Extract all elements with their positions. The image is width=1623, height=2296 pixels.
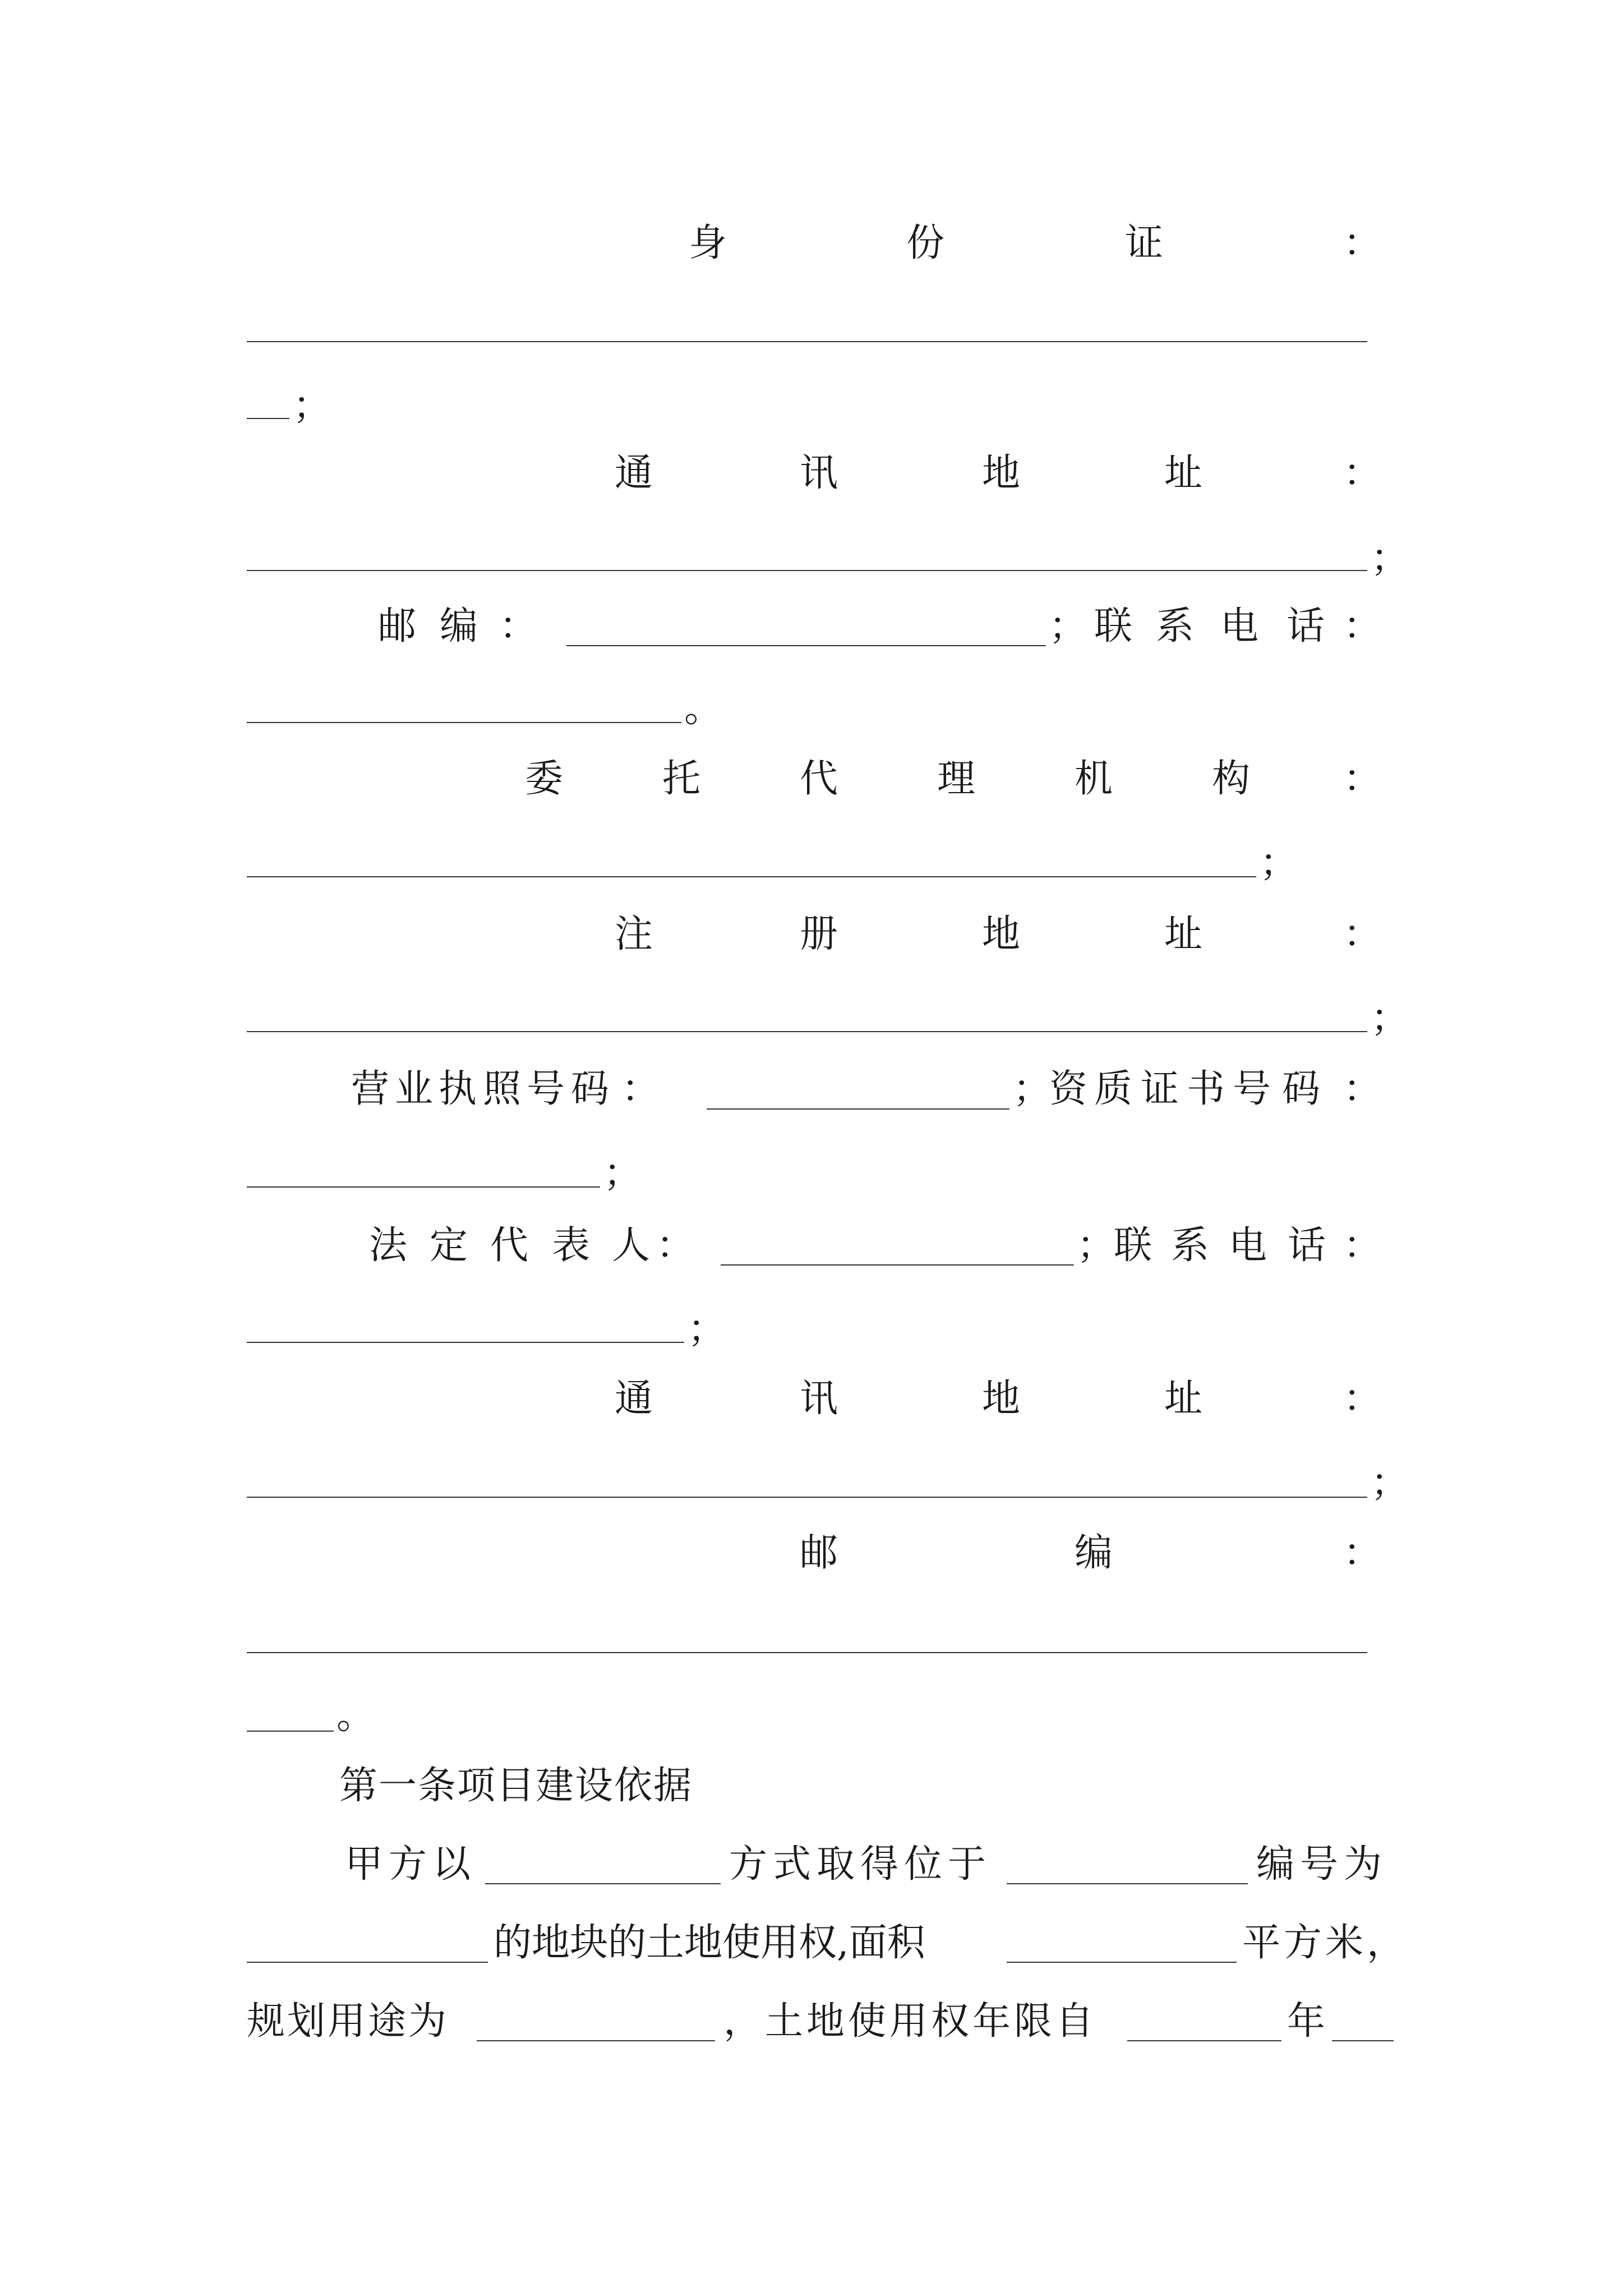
address2-end: ； xyxy=(1371,1461,1409,1505)
label-legal-char-3: 代 xyxy=(490,1223,529,1268)
label-legal-char-2: 定 xyxy=(429,1223,468,1268)
article1-title: 第一条项目建设依据 xyxy=(339,1764,693,1808)
regaddr-end: ； xyxy=(1371,996,1409,1041)
label-id-char-3: 证 xyxy=(1124,221,1164,265)
label-address2-char-1: 通 xyxy=(614,1377,653,1421)
postcode2-blank-cont[interactable] xyxy=(247,1731,334,1732)
label-phone2-colon: ： xyxy=(1343,1223,1382,1268)
label-phone2-char-4: 话 xyxy=(1287,1223,1326,1268)
label-postcode2-char-1: 邮 xyxy=(799,1531,838,1575)
label-agent-char-3: 代 xyxy=(799,757,838,801)
label-agent-colon: ： xyxy=(1343,757,1382,801)
location-blank[interactable] xyxy=(1007,1883,1248,1884)
label-license-char-6: 码 xyxy=(570,1067,610,1111)
qualification-lead: ； xyxy=(1013,1067,1052,1111)
parcel-number-blank[interactable] xyxy=(247,1962,488,1963)
legal-rep-blank[interactable] xyxy=(721,1264,1074,1266)
license-blank[interactable] xyxy=(707,1108,1009,1110)
label-regaddr-char-4: 址 xyxy=(1164,912,1203,956)
label-qual-char-6: 码 xyxy=(1281,1067,1321,1111)
label-legal-colon: ： xyxy=(656,1223,695,1268)
postcode1-blank[interactable] xyxy=(566,645,1046,646)
label-phone1-colon: ： xyxy=(1343,604,1382,648)
phone1-end: 。 xyxy=(684,687,723,731)
label-license-colon: ： xyxy=(621,1067,660,1111)
label-address1-colon: ： xyxy=(1343,451,1382,495)
label-regaddr-char-2: 册 xyxy=(799,912,838,956)
label-license-char-1: 营 xyxy=(351,1067,390,1111)
qualification-end: ； xyxy=(603,1151,642,1195)
qualification-blank[interactable] xyxy=(247,1186,600,1188)
address1-end: ； xyxy=(1371,536,1409,581)
address1-blank[interactable] xyxy=(247,570,1367,571)
label-address2-colon: ： xyxy=(1343,1377,1382,1421)
article1-line3-b: ，土地使用权年限自 xyxy=(723,1999,1098,2044)
label-address1-char-1: 通 xyxy=(614,451,653,495)
agent-blank[interactable] xyxy=(247,876,1256,877)
label-address2-char-3: 地 xyxy=(981,1377,1021,1421)
label-id-colon: ： xyxy=(1343,221,1382,265)
article1-line2-a: 的地块的土地使用权,面积 xyxy=(494,1921,925,1965)
phone2-lead: ； xyxy=(1077,1223,1115,1268)
label-address1-char-4: 址 xyxy=(1164,451,1203,495)
address2-blank[interactable] xyxy=(247,1497,1367,1498)
postcode2-end: 。 xyxy=(336,1694,375,1738)
planned-use-blank[interactable] xyxy=(477,2040,715,2041)
label-qual-char-5: 号 xyxy=(1232,1067,1271,1111)
label-address1-char-3: 地 xyxy=(981,451,1021,495)
label-phone1-char-3: 电 xyxy=(1220,604,1259,648)
label-legal-char-4: 表 xyxy=(551,1223,591,1268)
regaddr-blank[interactable] xyxy=(247,1031,1367,1032)
label-license-char-5: 号 xyxy=(526,1067,565,1111)
label-legal-char-5: 人 xyxy=(611,1223,651,1268)
label-legal-char-1: 法 xyxy=(368,1223,408,1268)
label-postcode1-char-2: 编 xyxy=(439,604,478,648)
label-agent-char-5: 机 xyxy=(1074,757,1113,801)
label-agent-char-2: 托 xyxy=(662,757,701,801)
label-regaddr-char-1: 注 xyxy=(614,912,653,956)
label-address1-char-2: 讯 xyxy=(799,451,838,495)
article1-line3-a: 规划用途为 xyxy=(247,1999,449,2044)
label-postcode1-char-1: 邮 xyxy=(377,604,417,648)
start-month-blank[interactable] xyxy=(1332,2040,1394,2041)
article1-line1-a: 甲方以 xyxy=(345,1842,477,1887)
label-id-char-2: 份 xyxy=(906,221,945,265)
label-qual-colon: ： xyxy=(1343,1067,1382,1111)
label-phone2-char-2: 系 xyxy=(1170,1223,1210,1268)
agent-end: ； xyxy=(1260,841,1298,885)
article1-line1-b: 方式取得位于 xyxy=(729,1842,992,1887)
label-agent-char-6: 构 xyxy=(1211,757,1251,801)
label-phone2-char-1: 联 xyxy=(1113,1223,1152,1268)
label-phone1-char-2: 系 xyxy=(1155,604,1195,648)
label-qual-char-2: 质 xyxy=(1094,1067,1133,1111)
label-phone2-char-3: 电 xyxy=(1228,1223,1267,1268)
id-card-blank-cont[interactable] xyxy=(247,418,289,419)
label-qual-char-3: 证 xyxy=(1140,1067,1179,1111)
label-qual-char-1: 资 xyxy=(1049,1067,1088,1111)
phone2-blank[interactable] xyxy=(247,1342,684,1343)
phone1-blank[interactable] xyxy=(247,722,681,723)
label-postcode2-colon: ： xyxy=(1343,1531,1382,1575)
start-year-blank[interactable] xyxy=(1127,2040,1281,2041)
phone2-end: ； xyxy=(688,1307,726,1351)
label-phone1-char-1: 联 xyxy=(1094,604,1133,648)
label-phone1-char-4: 话 xyxy=(1286,604,1325,648)
label-address2-char-2: 讯 xyxy=(799,1377,838,1421)
postcode2-blank[interactable] xyxy=(247,1652,1367,1653)
article1-line2-b: 平方米， xyxy=(1242,1921,1409,1965)
label-regaddr-char-3: 地 xyxy=(981,912,1021,956)
label-address2-char-4: 址 xyxy=(1164,1377,1203,1421)
label-license-char-4: 照 xyxy=(482,1067,522,1111)
label-license-char-3: 执 xyxy=(438,1067,477,1111)
label-agent-char-4: 理 xyxy=(937,757,976,801)
label-postcode1-colon: ： xyxy=(499,604,538,648)
label-license-char-2: 业 xyxy=(394,1067,434,1111)
label-id-char-1: 身 xyxy=(688,221,727,265)
acquisition-method-blank[interactable] xyxy=(485,1883,721,1884)
label-postcode2-char-2: 编 xyxy=(1074,1531,1113,1575)
label-regaddr-colon: ： xyxy=(1343,912,1382,956)
article1-line1-c: 编号为 xyxy=(1256,1842,1388,1887)
area-blank[interactable] xyxy=(1007,1962,1237,1963)
article1-line3-c: 年 xyxy=(1287,1999,1326,2044)
id-card-blank[interactable] xyxy=(247,341,1367,342)
label-qual-char-4: 书 xyxy=(1186,1067,1225,1111)
label-agent-char-1: 委 xyxy=(524,757,564,801)
phone1-lead: ； xyxy=(1049,604,1087,648)
id-card-end: ； xyxy=(293,384,331,428)
